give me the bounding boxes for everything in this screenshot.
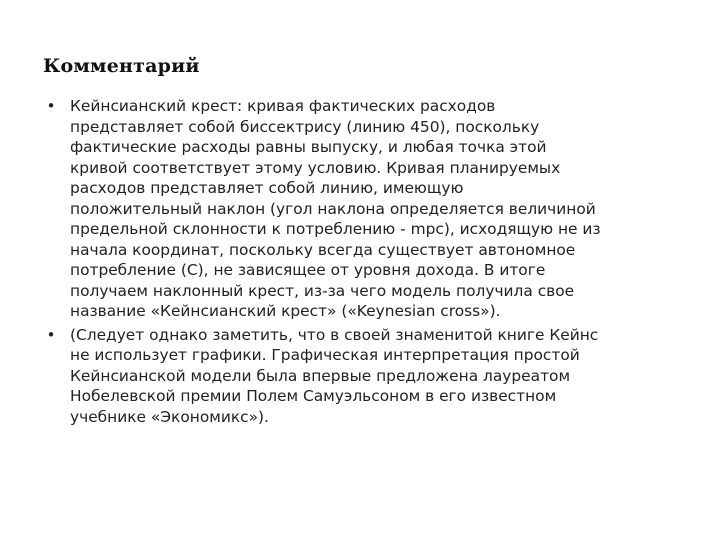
text-line: Кейнсианской модели была впервые предложена лауреатом <box>70 366 571 385</box>
bullet-item-keynesian-cross <box>44 96 684 322</box>
text-line: предельной склонности к потреблению - mpc), исходящую не из <box>70 220 601 238</box>
text-line: начала координат, поскольку всегда существует автономное <box>70 240 576 259</box>
text-line: не использует графики. Графическая интерпретация простой <box>70 346 580 364</box>
text-line: учебнике «Экономикс»). <box>70 407 269 426</box>
text-line: расходов представляет собой линию, имеющую <box>70 179 464 197</box>
text-line: кривой соответствует этому условию. Кривая планируемых <box>70 158 561 177</box>
bullet-point-icon: • <box>46 97 56 115</box>
text-line: Нобелевской премии Полем Самуэльсоном в его известном <box>70 387 557 405</box>
text-line: получаем наклонный крест, из-за чего модель получила свое <box>70 281 575 300</box>
slide-title: Комментарий <box>43 55 200 77</box>
text-line: положительный наклон (угол наклона определяется величиной <box>70 199 596 218</box>
bullet-item-samuelson-note <box>44 325 684 428</box>
text-line: (Следует однако заметить, что в своей знаменитой книге Кейнс <box>70 325 599 344</box>
text-line: название «Кейнсианский крест» («Keynesian cross»). <box>70 302 501 320</box>
bullet-point-icon: • <box>46 325 56 344</box>
text-line: потребление (С), не зависящее от уровня дохода. В итоге <box>70 261 546 279</box>
bullet-list <box>44 96 684 430</box>
text-line: представляет собой биссектрису (линию 450), поскольку <box>70 117 540 136</box>
text-line: фактические расходы равны выпуску, и любая точка этой <box>70 138 547 156</box>
text-line: Кейнсианский крест: кривая фактических расходов <box>70 97 496 115</box>
